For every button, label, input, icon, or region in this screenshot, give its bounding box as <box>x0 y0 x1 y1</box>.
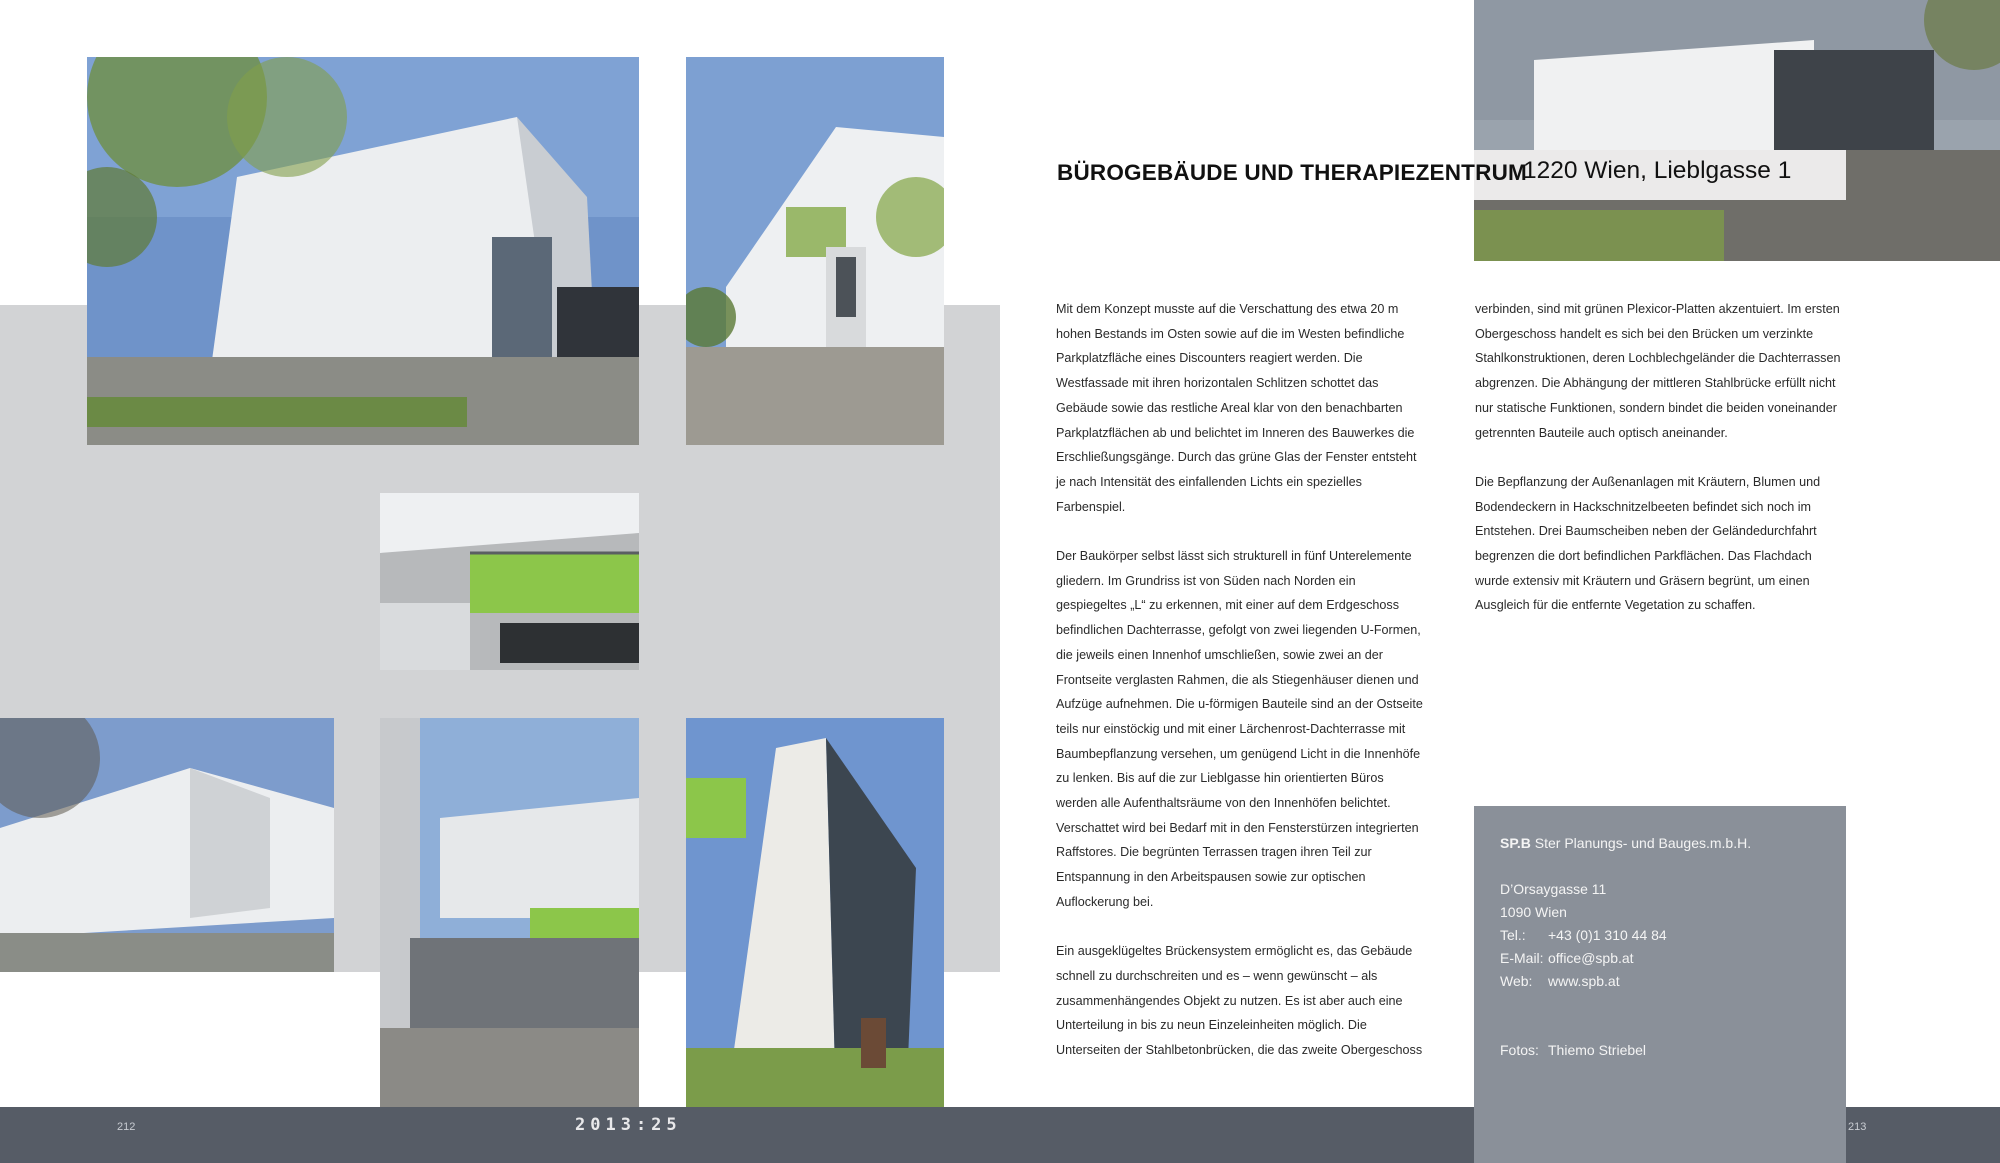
company-name: Ster Planungs- und Bauges.m.b.H. <box>1534 835 1752 851</box>
web-row <box>1500 970 1751 993</box>
paragraph: Die Bepflanzung der Außenanlagen mit Kräutern, Blumen und Bodendeckern in Hackschnitzelbeeten befindet sich noch im Entstehen. Drei Baumscheiben neben der Geländedurchfahrt begrenzen die dort befindlichen Parkflächen. Das Flachdach wurde extensiv mit Kräutern und Gräsern begrünt, um einen Ausgleich für die entfernte Vegetation zu schaffen. <box>1475 474 1821 613</box>
paragraph: Ein ausgeklügeltes Brückensystem ermöglicht es, das Gebäude schnell zu durchschreiten und es – wenn gewünscht – als zusammenhängendes Objekt zu nutzen. Es ist aber auch eine Unterteilung in bis zu neun Einzeleinheiten möglich. Die Unterseiten der Stahlbetonbrücken, die das zweite Obergeschoss <box>1056 944 1423 1058</box>
photo-west-facade <box>0 718 334 972</box>
address-street: D’Orsaygasse 11 <box>1500 881 1607 897</box>
web-value[interactable]: www.spb.at <box>1548 973 1620 989</box>
photo-green-bridge <box>380 493 639 670</box>
paragraph: Mit dem Konzept musste auf die Verschattung des etwa 20 m hohen Bestands im Osten sowie auf die im Westen befindliche Parkplatzfläche eines Discounters reagiert werden. Die Westfassade mit ihren horizontalen Schlitzen schottet das Gebäude sowie das restliche Areal klar von den benachbarten Parkplatzflächen ab und belichtet im Inneren des Bauwerkes die Erschließungsgänge. Durch das grüne Glas der Fenster entsteht je nach Intensität des einfallenden Lichts ein spezielles Farbenspiel. <box>1056 302 1417 514</box>
phone-label: Tel.: <box>1500 927 1526 943</box>
company-abbr: SP.B <box>1500 835 1531 851</box>
address-city: 1090 Wien <box>1500 904 1567 920</box>
photo-stairwell-tower <box>686 718 944 1107</box>
paragraph: verbinden, sind mit grünen Plexicor-Platten akzentuiert. Im ersten Obergeschoss handelt es sich bei den Brücken um verzinkte Stahlkonstruktionen, deren Lochblechgeländer die Dachterrassen abgrenzen. Die Abhängung der mittleren Stahlbrücke erfüllt nicht nur statische Funktionen, sondern bindet die beiden voneinander getrennten Bauteile auch optisch aneinander. <box>1475 302 1841 440</box>
photo-rendering <box>1474 0 2000 261</box>
email-row <box>1500 947 1751 970</box>
web-label: Web: <box>1500 973 1533 989</box>
photo-building-corner <box>87 57 639 445</box>
issue-label: 2013:25 <box>575 1115 682 1135</box>
photo-credit-value: Thiemo Striebel <box>1548 1042 1647 1058</box>
project-location: 1220 Wien, Lieblgasse 1 <box>1523 157 1792 184</box>
project-title: BÜROGEBÄUDE UND THERAPIEZENTRUM <box>1057 160 1527 185</box>
paragraph: Der Baukörper selbst lässt sich strukturell in fünf Unterelemente gliedern. Im Grundriss ist von Süden nach Norden ein gespiegeltes „L“ zu erkennen, mit einer auf dem Erdgeschoss befindlichen Dachterrasse, gefolgt von zwei liegenden U-Formen, die jeweils einen Innenhof umschließen, sowie zwei an der Frontseite verglasten Rahmen, die als Stiegenhäuser dienen und Aufzüge aufnehmen. Die u-förmigen Bauteile sind an der Ostseite teils nur einstöckig und mit einer Lärchenrost-Dachterrasse mit Baumbepflanzung versehen, um genügend Licht in die Innenhöfe zu lenken. Bis auf die zur Lieblgasse hin orientierten Büros werden alle Aufenthaltsräume von den Innenhöfen belichtet. Verschattet wird bei Bedarf mit in den Fensterstürzen integrierten Raffstores. Die begrünten Terrassen tragen ihren Teil zur Entspannung in den Arbeitspausen sowie zur optischen Auflockerung bei. <box>1056 549 1423 909</box>
text-column-right <box>1475 297 1847 643</box>
info-box-footer-extension <box>1474 1107 1846 1163</box>
photo-courtyard-bridge <box>380 718 639 1107</box>
text-column-left <box>1056 297 1428 1087</box>
page-number-right: 213 <box>1848 1121 1867 1133</box>
page-number-left: 212 <box>117 1121 136 1133</box>
photo-credit-row <box>1500 1039 1751 1062</box>
email-value[interactable]: office@spb.at <box>1548 950 1634 966</box>
photo-building-entrance <box>686 57 944 445</box>
phone-value: +43 (0)1 310 44 84 <box>1548 927 1667 943</box>
email-label: E-Mail: <box>1500 950 1544 966</box>
photo-credit-label: Fotos: <box>1500 1042 1539 1058</box>
phone-row <box>1500 924 1751 947</box>
company-line <box>1500 832 1751 855</box>
